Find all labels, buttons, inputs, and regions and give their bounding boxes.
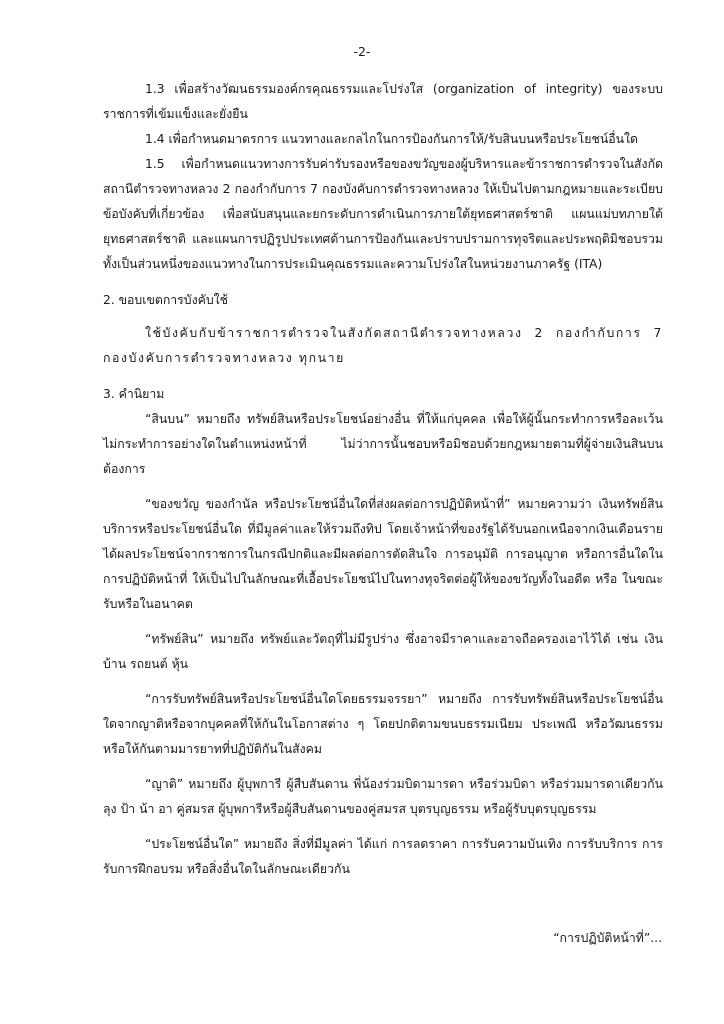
definition-other-benefit: “ประโยชน์อื่นใด” หมายถึง สิ่งที่มีมูลค่า ได้แก่ การลดราคา การรับความบันเทิง การรับบริการ การรับการฝึกอบรม หรือสิ่งอื่นใดในลักษณะเดียวกัน <box>103 837 663 876</box>
definition-ethical-receipt: “การรับทรัพย์สินหรือประโยชน์อื่นใดโดยธรรมจรรยา” หมายถึง การรับทรัพย์สินหรือประโยชน์อื่นใดจากญาติหรือจากบุคคลที่ให้กันในโอกาสต่าง ๆ โดยปกติตามขนบธรรมเนียม ประเพณี หรือวัฒนธรรม หรือให้กันตามมารยาทที่ปฏิบัติกันในสังคม <box>103 692 663 756</box>
scope-paragraph: ใช้บังคับกับข้าราชการตำรวจในสังกัดสถานีตำรวจทางหลวง 2 กองกำกับการ 7 กองบังคับการตำรวจทางหลวง ทุกนาย <box>103 326 663 365</box>
page-number: -2- <box>353 44 371 59</box>
definition-property: “ทรัพย์สิน” หมายถึง ทรัพย์และวัตถุที่ไม่มีรูปร่าง ซึ่งอาจมีราคาและอาจถือครองเอาไว้ได้ เช่น เงิน บ้าน รถยนต์ หุ้น <box>103 632 663 671</box>
continuation-marker: “การปฏิบัติหน้าที่”... <box>553 931 662 945</box>
definition-relative: “ญาติ” หมายถึง ผู้บุพการี ผู้สืบสันดาน พี่น้องร่วมบิดามารดา หรือร่วมบิดา หรือร่วมมารดาเดียวกัน ลุง ป้า น้า อา คู่สมรส ผู้บุพการีหรือผู้สืบสันดานของคู่สมรส บุตรบุญธรรม หรือผู้รับบุตรบุญธรรม <box>103 777 663 816</box>
objective-1-5: 1.5 เพื่อกำหนดแนวทางการรับค่ารับรองหรือของขวัญของผู้บริหารและข้าราชการตำรวจในสังกัดสถานีตำรวจทางหลวง 2 กองกำกับการ 7 กองบังคับการตำรวจทางหลวง ให้เป็นไปตามกฎหมายและระเบียบข้อบังคับที่เกี่ยวข้อง เพื่อสนับสนุนและยกระดับการดำเนินการภายใต้ยุทธศาสตร์ชาติ แผนแม่บทภายใต้ยุทธศาสตร์ชาติ และแผนการปฏิรูปประเทศด้านการป้องกันและปราบปรามการทุจริตและประพฤติมิชอบรวมทั้งเป็นส่วนหนึ่งของแนวทางในการประเมินคุณธรรมและความโปร่งใสในหน่วยงานภาครัฐ (ITA) <box>103 157 663 271</box>
section-3-heading: 3. คำนิยาม <box>103 387 165 401</box>
objective-1-3: 1.3 เพื่อสร้างวัฒนธรรมองค์กรคุณธรรมและโปร่งใส (organization of integrity) ของระบบราชการที่เข้มแข็งและยั่งยืน <box>103 82 663 121</box>
definition-bribe: “สินบน” หมายถึง ทรัพย์สินหรือประโยชน์อย่างอื่น ที่ให้แก่บุคคล เพื่อให้ผู้นั้นกระทำการหรือละเว้นไม่กระทำการอย่างใดในตำแหน่งหน้าที่ ไม่ว่าการนั้นชอบหรือมิชอบด้วยกฎหมายตามที่ผู้จ่ายเงินสินบนต้องการ <box>103 412 663 476</box>
section-2-heading: 2. ขอบเขตการบังคับใช้ <box>103 293 228 307</box>
objective-1-4: 1.4 เพื่อกำหนดมาตรการ แนวทางและกลไกในการป้องกันการให้/รับสินบนหรือประโยชน์อื่นใด <box>145 132 639 146</box>
document-body <box>103 77 663 882</box>
definition-gift: “ของขวัญ ของกำนัล หรือประโยชน์อื่นใดที่ส่งผลต่อการปฏิบัติหน้าที่” หมายความว่า เงินทรัพย์สินบริการหรือประโยชน์อื่นใด ที่มีมูลค่าและให้รวมถึงทิป โดยเจ้าหน้าที่ของรัฐได้รับนอกเหนือจากเงินเดือนรายได้ผลประโยชน์จากราชการในกรณีปกติและมีผลต่อการตัดสินใจ การอนุมัติ การอนุญาต หรือการอื่นใดในการปฏิบัติหน้าที่ ให้เป็นไปในลักษณะที่เอื้อประโยชน์ไปในทางทุจริตต่อผู้ให้ของขวัญทั้งในอดีต หรือ ในขณะรับหรือในอนาคต <box>103 497 663 611</box>
